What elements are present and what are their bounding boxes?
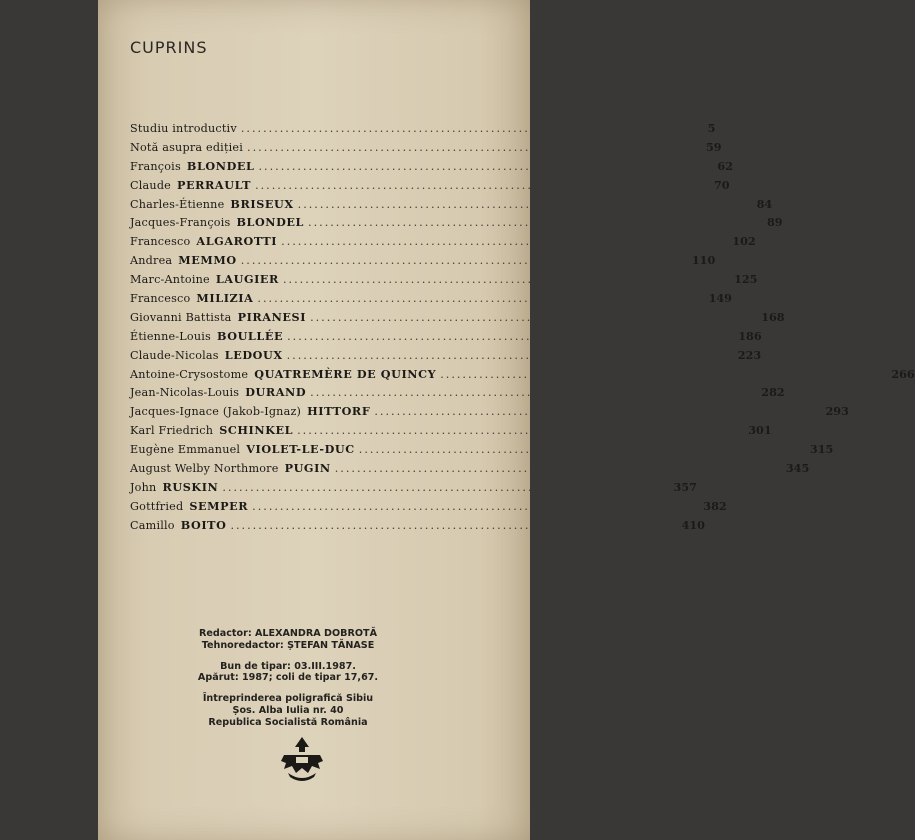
toc-page-number: 5 (707, 121, 716, 135)
table-of-contents (130, 119, 915, 535)
toc-leader-dots: ................................................................................ (310, 310, 755, 324)
toc-page-number: 102 (732, 234, 756, 249)
toc-leader-dots: ................................................................................ (440, 367, 885, 381)
toc-entry-surname: PERRAULT (177, 177, 252, 192)
toc-page-number: 282 (761, 385, 785, 400)
toc-entry-name: Studiu introductiv (130, 122, 237, 135)
toc-page-number: 59 (705, 139, 722, 154)
toc-page-number: 410 (681, 517, 705, 532)
toc-page-number: 168 (761, 309, 785, 324)
imprint-editor: Redactor: ALEXANDRA DOBROTĂ (198, 628, 377, 639)
imprint-print-date: Bun de tipar: 03.III.1987. (220, 660, 356, 672)
toc-entry (130, 119, 716, 138)
toc-entry-name: Francesco (130, 235, 191, 249)
toc-entry-surname: SEMPER (189, 498, 249, 513)
toc-entry-surname: BRISEUX (230, 196, 294, 211)
toc-page-number: 125 (734, 272, 758, 287)
imprint-tech-editor: Tehnoredactor: ȘTEFAN TĂNASE (201, 639, 375, 651)
toc-leader-dots: ................................................................................ (257, 292, 702, 306)
toc-leader-dots: ................................................................................ (281, 235, 726, 249)
toc-entry (130, 383, 785, 402)
toc-entry-surname: QUATREMÈRE DE QUINCY (254, 366, 437, 381)
toc-entry-surname: RUSKIN (162, 479, 219, 494)
toc-leader-dots: ................................................................................ (222, 480, 667, 494)
toc-entry-name: Jacques-Ignace (Jakob-Ignaz) (130, 405, 302, 419)
toc-page-number: 293 (825, 404, 849, 419)
toc-leader-dots: ................................................................................ (252, 499, 697, 513)
toc-entry (130, 195, 773, 214)
toc-entry-name: Jean-Nicolas-Louis (130, 386, 240, 400)
toc-leader-dots: ................................................................................ (287, 329, 732, 343)
toc-entry-name: August Welby Northmore (130, 462, 279, 476)
toc-page-number: 357 (673, 479, 697, 494)
toc-entry-surname: BOULLÉE (216, 328, 284, 343)
toc-entry-name: Giovanni Battista (130, 310, 232, 324)
imprint-address: Șos. Alba Iulia nr. 40 (232, 704, 344, 716)
toc-entry-surname: BLONDEL (236, 215, 305, 230)
toc-entry (130, 289, 732, 308)
toc-entry-name: Eugène Emmanuel (130, 443, 241, 457)
toc-entry-name: Antoine-Crysostome (130, 367, 249, 381)
toc-entry-name: Étienne-Louis (130, 329, 211, 343)
toc-entry (130, 232, 756, 251)
toc-entry (130, 270, 758, 289)
page-title: CUPRINS (130, 38, 208, 57)
toc-entry-name: François (130, 159, 181, 173)
toc-page-number: 84 (756, 196, 773, 211)
toc-leader-dots: ................................................................................ (308, 216, 753, 230)
toc-leader-dots: ................................................................................ (358, 443, 804, 457)
toc-page-number: 266 (891, 366, 915, 381)
toc-page-number: 110 (691, 253, 716, 268)
toc-entry-name: Andrea (130, 254, 173, 268)
imprint-printer: Întreprinderea poligrafică Sibiu (202, 693, 374, 705)
toc-entry (130, 421, 772, 440)
publisher-logo-icon (274, 735, 330, 785)
toc-entry-surname: PIRANESI (237, 309, 307, 324)
toc-page-number: 149 (708, 291, 732, 306)
toc-entry (130, 346, 762, 365)
toc-entry-name: Jacques-François (130, 216, 231, 230)
toc-leader-dots: ................................................................................ (310, 386, 755, 400)
toc-leader-dots: ................................................................................ (286, 348, 732, 362)
toc-entry (130, 440, 834, 459)
toc-leader-dots: ................................................................................ (374, 405, 819, 419)
imprint-published: Apărut: 1987; coli de tipar 17,67. (197, 672, 379, 684)
toc-entry-surname: BLONDEL (186, 158, 255, 173)
toc-entry-name: Camillo (130, 518, 175, 532)
toc-page-number: 186 (738, 328, 762, 343)
toc-entry-surname: ALGAROTTI (196, 234, 278, 249)
toc-entry (130, 459, 810, 478)
toc-leader-dots: ................................................................................ (255, 178, 700, 192)
imprint-country: Republica Socialistă România (208, 716, 368, 728)
toc-page-number: 382 (703, 498, 727, 513)
toc-entry-name: Marc-Antoine (130, 273, 210, 287)
toc-leader-dots: ................................................................................ (258, 159, 703, 173)
toc-entry (130, 402, 849, 421)
toc-page-number: 62 (717, 158, 733, 173)
toc-entry-surname: BOITO (180, 517, 227, 532)
toc-entry-name: Claude-Nicolas (130, 348, 219, 362)
toc-entry-surname: VIOLET-LE-DUC (246, 442, 355, 457)
toc-entry-surname: DURAND (245, 385, 307, 400)
toc-entry-name: Gottfried (130, 499, 184, 513)
toc-entry-surname: LEDOUX (224, 347, 283, 362)
toc-entry-name: Karl Friedrich (130, 424, 214, 438)
toc-entry (130, 497, 727, 516)
toc-leader-dots: ................................................................................ (297, 197, 743, 211)
toc-entry-surname: SCHINKEL (219, 423, 294, 438)
toc-leader-dots: ................................................................................ (240, 254, 686, 268)
toc-entry (130, 327, 762, 346)
toc-entry (130, 308, 785, 327)
toc-leader-dots: ................................................................................ (297, 424, 742, 438)
toc-entry (130, 157, 733, 176)
toc-leader-dots: ................................................................................ (282, 273, 728, 287)
book-page (98, 0, 915, 840)
toc-entry-name: John (130, 480, 157, 494)
toc-page-number: 89 (766, 215, 783, 230)
toc-page-number: 315 (809, 442, 834, 457)
toc-page-number: 345 (785, 461, 810, 476)
toc-entry (130, 213, 783, 232)
toc-entry (130, 516, 705, 535)
toc-entry-surname: MILIZIA (196, 291, 254, 306)
toc-leader-dots: ................................................................................ (230, 518, 675, 532)
toc-entry (130, 365, 915, 384)
toc-entry-name: Charles-Étienne (130, 197, 225, 211)
toc-entry-name: Notă asupra ediției (130, 140, 244, 154)
toc-entry (130, 478, 697, 497)
toc-entry-surname: LAUGIER (215, 272, 279, 287)
toc-entry (130, 138, 722, 157)
toc-entry (130, 251, 716, 270)
toc-page-number: 223 (737, 347, 762, 362)
toc-entry (130, 176, 730, 195)
toc-entry-surname: MEMMO (178, 253, 237, 268)
toc-entry-name: Claude (130, 178, 171, 192)
imprint-block (138, 628, 438, 729)
toc-page-number: 301 (748, 423, 772, 438)
toc-leader-dots: ................................................................................ (334, 462, 780, 476)
toc-leader-dots: ................................................................................ (247, 140, 692, 154)
toc-leader-dots: ................................................................................ (240, 122, 686, 135)
toc-entry-surname: PUGIN (284, 461, 331, 476)
toc-entry-name: Francesco (130, 292, 191, 306)
toc-entry-surname: HITTORF (307, 404, 371, 419)
toc-page-number: 70 (713, 177, 730, 192)
